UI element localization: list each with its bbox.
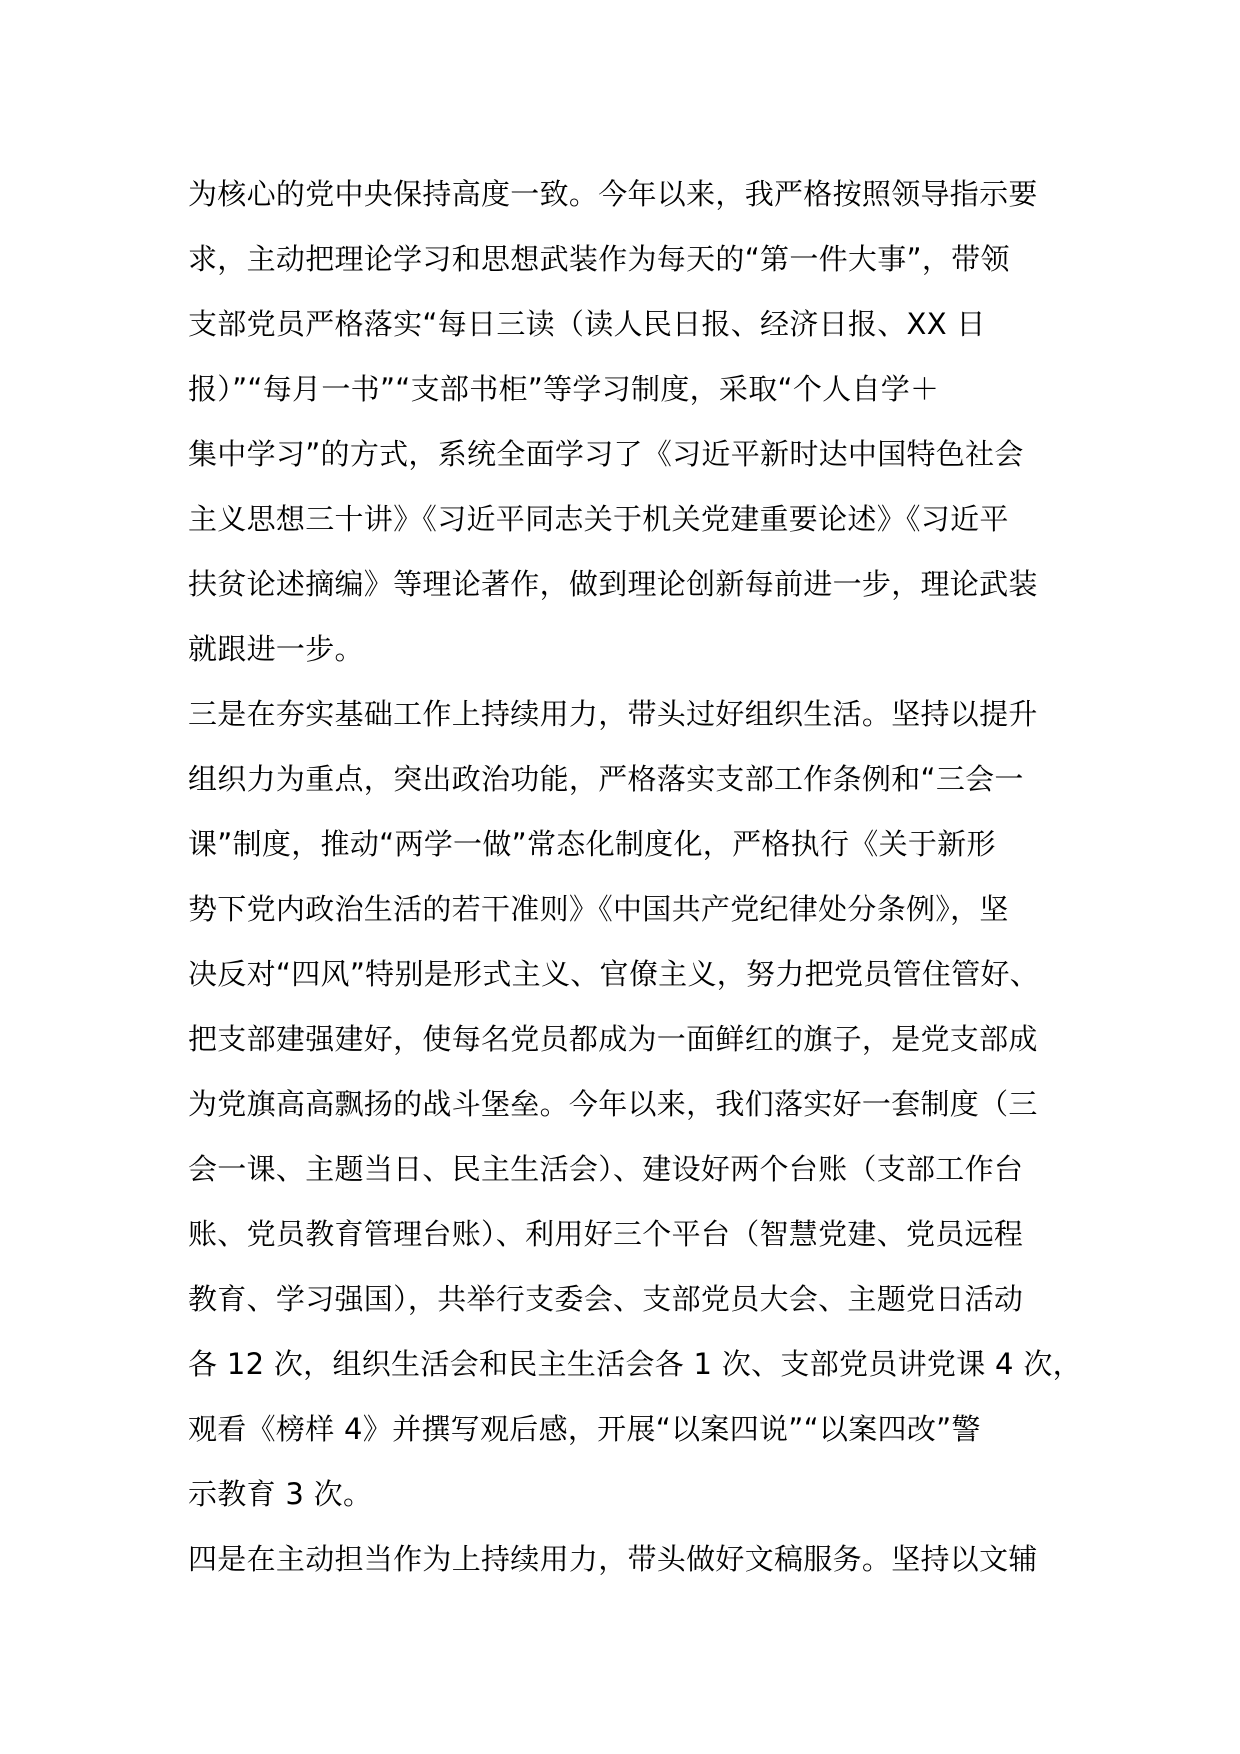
text-line: 课”制度，推动“两学一做”常态化制度化，严格执行《关于新形 (188, 827, 996, 861)
text-line: 支部党员严格落实“每日三读（读人民日报、经济日报、XX 日 (188, 307, 986, 341)
body-text (188, 162, 1088, 1592)
text-line: 就跟进一步。 (188, 632, 364, 666)
text-line: 势下党内政治生活的若干准则》《中国共产党纪律处分条例》，坚 (188, 892, 1009, 926)
text-line: 报）”“每月一书”“支部书柜”等学习制度，采取“个人自学＋ (188, 372, 940, 406)
text-line: 四是在主动担当作为上持续用力，带头做好文稿服务。坚持以文辅 (188, 1542, 1038, 1576)
text-line: 集中学习”的方式，系统全面学习了《习近平新时达中国特色社会 (188, 437, 1024, 471)
text-line: 主义思想三十讲》《习近平同志关于机关党建重要论述》《习近平 (188, 502, 1009, 536)
text-line: 各 12 次，组织生活会和民主生活会各 1 次、支部党员讲党课 4 次， (188, 1347, 1082, 1381)
text-line: 为党旗高高飘扬的战斗堡垒。今年以来，我们落实好一套制度（三 (188, 1087, 1038, 1121)
text-line: 三是在夯实基础工作上持续用力，带头过好组织生活。坚持以提升 (188, 697, 1038, 731)
text-line: 决反对“四风”特别是形式主义、官僚主义，努力把党员管住管好、 (188, 957, 1040, 991)
text-line: 为核心的党中央保持高度一致。今年以来，我严格按照领导指示要 (188, 177, 1038, 211)
text-line: 示教育 3 次。 (188, 1477, 373, 1511)
text-line: 会一课、主题当日、民主生活会）、建设好两个台账（支部工作台 (188, 1152, 1024, 1186)
text-line: 观看《榜样 4》并撰写观后感，开展“以案四说”“以案四改”警 (188, 1412, 981, 1446)
text-line: 组织力为重点，突出政治功能，严格落实支部工作条例和“三会一 (188, 762, 1024, 796)
text-line: 扶贫论述摘编》等理论著作，做到理论创新每前进一步，理论武装 (188, 567, 1038, 601)
text-line: 把支部建强建好，使每名党员都成为一面鲜红的旗子，是党支部成 (188, 1022, 1038, 1056)
text-line: 教育、学习强国），共举行支委会、支部党员大会、主题党日活动 (188, 1282, 1024, 1316)
text-line: 账、党员教育管理台账）、利用好三个平台（智慧党建、党员远程 (188, 1217, 1024, 1251)
text-line: 求，主动把理论学习和思想武装作为每天的“第一件大事”，带领 (188, 242, 1010, 276)
